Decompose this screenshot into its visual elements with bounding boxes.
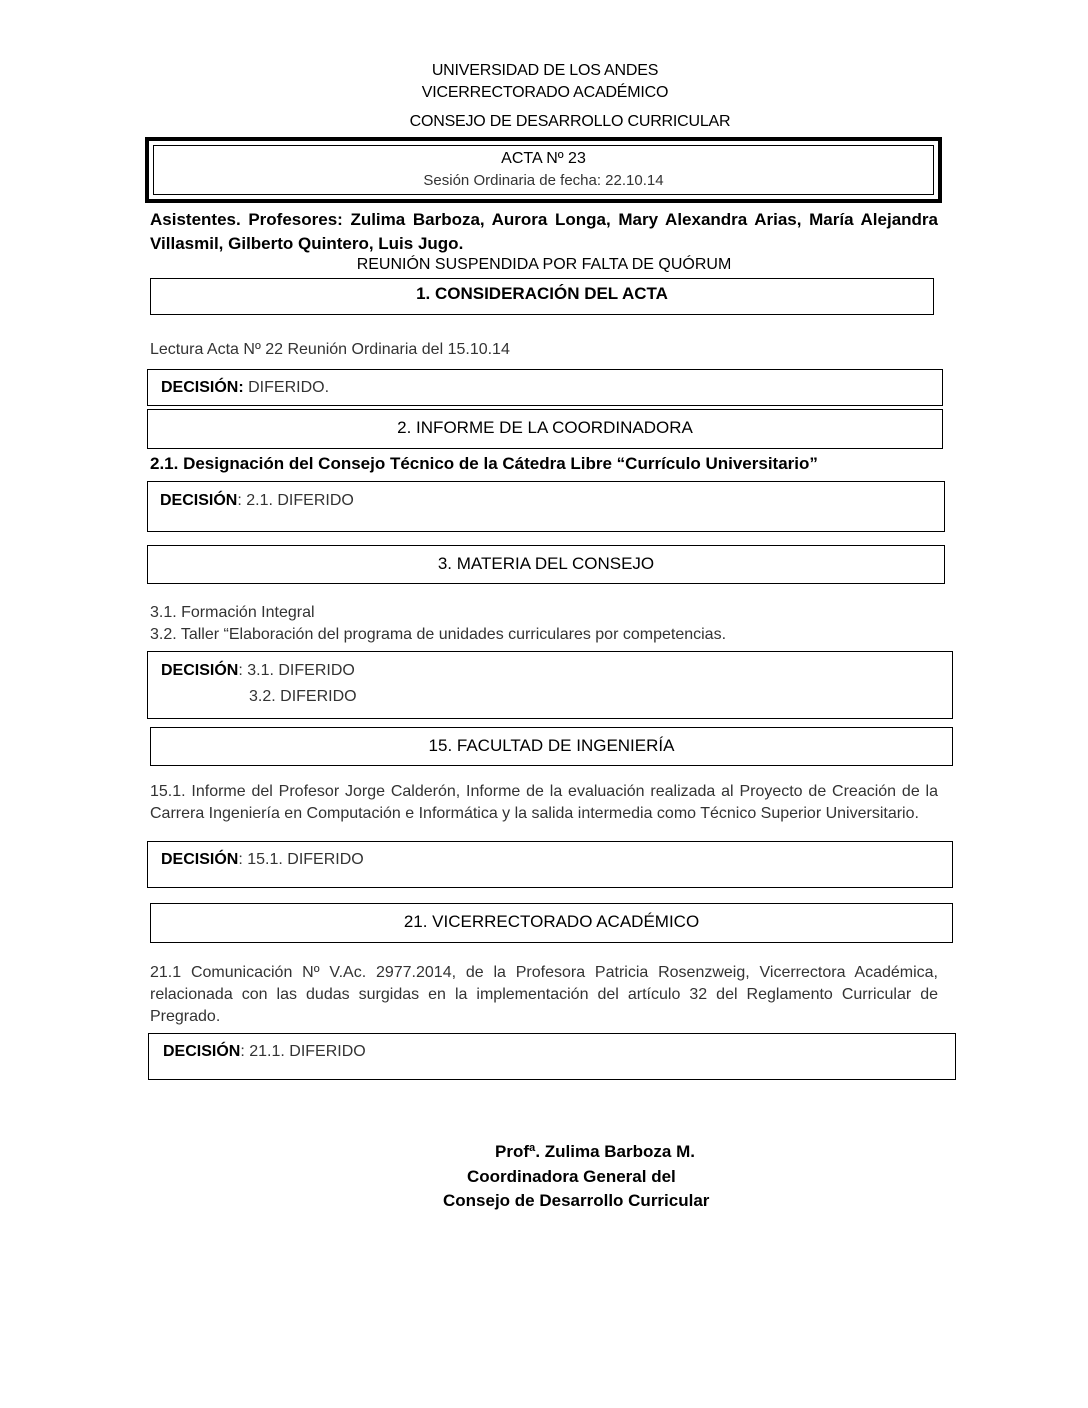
section-1-text: Lectura Acta Nº 22 Reunión Ordinaria del 15.10.14 — [150, 341, 510, 358]
section-21-text: 21.1 Comunicación Nº V.Ac. 2977.2014, de la Profesora Patricia Rosenzweig, Vicerrectora Académica, relacionada con las dudas surgidas en la implementación del artículo 32 del Reglamento Curricular de Pregrado. — [150, 964, 938, 1025]
section-21-title: 21. VICERRECTORADO ACADÉMICO — [403, 912, 700, 931]
decision-value: : 15.1. DIFERIDO — [238, 851, 364, 868]
section-21-header — [150, 903, 953, 943]
section-15-header — [150, 727, 953, 766]
section-3-decision-2: 3.2. DIFERIDO — [249, 688, 357, 705]
decision-value: : 21.1. DIFERIDO — [240, 1043, 366, 1060]
asistentes-paragraph: Asistentes. Profesores: Zulima Barboza, Aurora Longa, Mary Alexandra Arias, María Alejandra Villasmil, Gilberto Quintero, Luis Jugo. — [150, 210, 938, 253]
vicerrectorado-name: VICERRECTORADO ACADÉMICO — [421, 84, 669, 101]
section-3-title: 3. MATERIA DEL CONSEJO — [437, 554, 655, 573]
section-2-header — [147, 409, 943, 449]
decision-label: DECISIÓN — [161, 851, 239, 868]
section-2-title: 2. INFORME DE LA COORDINADORA — [397, 418, 693, 437]
section-3-header — [147, 545, 945, 584]
decision-label: DECISIÓN: — [161, 379, 244, 396]
section-3-item-1: 3.1. Formación Integral — [150, 604, 315, 621]
signature-name: Profª. Zulima Barboza M. — [495, 1142, 695, 1161]
section-21-decision-box — [148, 1033, 956, 1080]
section-3-item-2: 3.2. Taller “Elaboración del programa de unidades curriculares por competencias. — [150, 626, 727, 643]
section-15-text: 15.1. Informe del Profesor Jorge Calderón, Informe de la evaluación realizada al Proyecto de Creación de la Carrera Ingeniería en Computación e Informática y la salida intermedia como Técnico Superior Universitario. — [150, 783, 938, 822]
section-3-decision-1 — [161, 660, 355, 682]
section-15-title: 15. FACULTAD DE INGENIERÍA — [428, 736, 675, 755]
section-3-decision-box — [147, 651, 953, 719]
decision-label: DECISIÓN — [163, 1043, 241, 1060]
section-15-decision — [161, 849, 364, 871]
section-1-header — [150, 278, 934, 315]
decision-value: : 2.1. DIFERIDO — [237, 492, 354, 509]
section-2-subtitle: 2.1. Designación del Consejo Técnico de la Cátedra Libre “Currículo Universitario” — [150, 454, 818, 473]
decision-label: DECISIÓN — [161, 662, 239, 679]
section-1-decision-box — [147, 369, 943, 406]
decision-value: : 3.1. DIFERIDO — [238, 662, 355, 679]
university-name: UNIVERSIDAD DE LOS ANDES — [431, 62, 659, 79]
section-21-decision — [163, 1041, 366, 1063]
consejo-name: CONSEJO DE DESARROLLO CURRICULAR — [409, 113, 731, 130]
acta-session-date: Sesión Ordinaria de fecha: 22.10.14 — [423, 172, 664, 189]
signature-role-1: Coordinadora General del — [467, 1167, 676, 1186]
section-2-decision-box — [147, 481, 945, 532]
signature-role-2: Consejo de Desarrollo Curricular — [443, 1191, 710, 1210]
section-1-decision — [161, 377, 329, 399]
section-2-decision — [160, 490, 354, 512]
suspension-notice: REUNIÓN SUSPENDIDA POR FALTA DE QUÓRUM — [356, 256, 732, 273]
decision-label: DECISIÓN — [160, 492, 238, 509]
acta-number: ACTA Nº 23 — [501, 150, 586, 167]
decision-value: DIFERIDO. — [243, 379, 330, 396]
section-15-decision-box — [147, 841, 953, 888]
section-1-title: 1. CONSIDERACIÓN DEL ACTA — [416, 284, 668, 303]
